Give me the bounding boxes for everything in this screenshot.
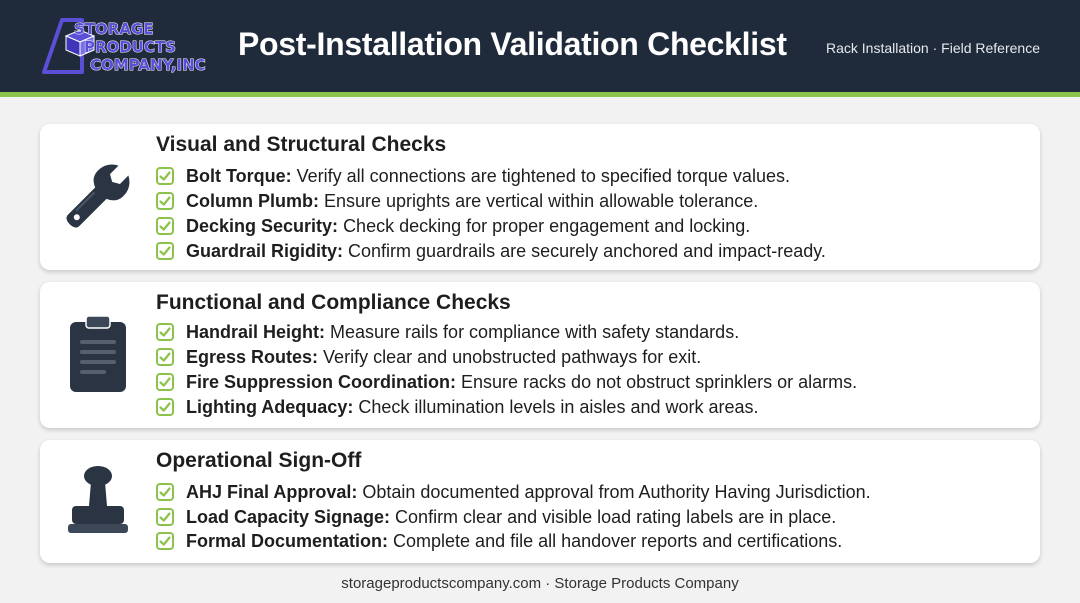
logo-line-1: STORAGE <box>74 20 154 38</box>
checkbox-checked-icon <box>156 167 174 185</box>
checkbox-checked-icon <box>156 532 174 550</box>
item-text: Measure rails for compliance with safety standards. <box>330 321 740 342</box>
checkbox-checked-icon <box>156 483 174 501</box>
section-title: Operational Sign-Off <box>156 449 362 472</box>
page-title: Post-Installation Validation Checklist <box>238 26 787 62</box>
item-label: Load Capacity Signage: <box>186 506 391 527</box>
section-title: Functional and Compliance Checks <box>156 291 511 314</box>
checkbox-checked-icon <box>156 373 174 391</box>
item-text: Obtain documented approval from Authority Having Jurisdiction. <box>362 481 871 502</box>
checklist-item <box>156 505 836 529</box>
item-label: Fire Suppression Coordination: <box>186 371 457 392</box>
item-text: Confirm guardrails are securely anchored and impact-ready. <box>348 240 826 261</box>
checklist-item <box>156 164 790 188</box>
item-label: Lighting Adequacy: <box>186 396 354 417</box>
item-text: Check illumination levels in aisles and work areas. <box>358 396 759 417</box>
stamp-icon <box>58 462 138 542</box>
wrench-icon <box>58 156 138 236</box>
header-accent-bar <box>0 92 1080 97</box>
item-text: Check decking for proper engagement and locking. <box>343 215 751 236</box>
item-label: Column Plumb: <box>186 190 319 211</box>
footer-text: storageproductscompany.com · Storage Products Company <box>341 575 739 592</box>
header-bar <box>0 0 1080 92</box>
item-text: Verify clear and unobstructed pathways for exit. <box>323 346 702 367</box>
item-label: Bolt Torque: <box>186 165 292 186</box>
item-label: Handrail Height: <box>186 321 326 342</box>
item-label: Formal Documentation: <box>186 530 389 551</box>
item-text: Confirm clear and visible load rating labels are in place. <box>395 506 837 527</box>
clipboard-icon <box>58 314 138 394</box>
header-subtitle: Rack Installation · Field Reference <box>826 40 1040 56</box>
item-text: Ensure uprights are vertical within allowable tolerance. <box>324 190 759 211</box>
checklist-item <box>156 480 871 504</box>
checklist-item <box>156 345 701 369</box>
section-title: Visual and Structural Checks <box>156 133 447 156</box>
checkbox-checked-icon <box>156 242 174 260</box>
section-card-visual-structural <box>40 124 1040 270</box>
item-label: Decking Security: <box>186 215 339 236</box>
checklist-item <box>156 529 842 553</box>
item-label: AHJ Final Approval: <box>186 481 358 502</box>
item-text: Verify all connections are tightened to specified torque values. <box>296 165 790 186</box>
checklist-item <box>156 239 826 263</box>
item-label: Guardrail Rigidity: <box>186 240 344 261</box>
checklist-item <box>156 370 857 394</box>
item-label: Egress Routes: <box>186 346 319 367</box>
checklist-item <box>156 214 750 238</box>
checkbox-checked-icon <box>156 508 174 526</box>
item-text: Complete and file all handover reports and certifications. <box>393 530 843 551</box>
checklist-item <box>156 320 739 344</box>
logo-line-3: COMPANY,INC <box>90 56 206 74</box>
checklist-item <box>156 189 758 213</box>
logo-line-2: PRODUCTS <box>84 38 176 56</box>
checkbox-checked-icon <box>156 217 174 235</box>
checkbox-checked-icon <box>156 348 174 366</box>
company-logo <box>38 14 218 78</box>
item-text: Ensure racks do not obstruct sprinklers or alarms. <box>461 371 858 392</box>
checklist-item <box>156 395 759 419</box>
section-card-functional-compliance <box>40 282 1040 428</box>
section-card-operational-signoff <box>40 440 1040 563</box>
checkbox-checked-icon <box>156 323 174 341</box>
checkbox-checked-icon <box>156 192 174 210</box>
checkbox-checked-icon <box>156 398 174 416</box>
